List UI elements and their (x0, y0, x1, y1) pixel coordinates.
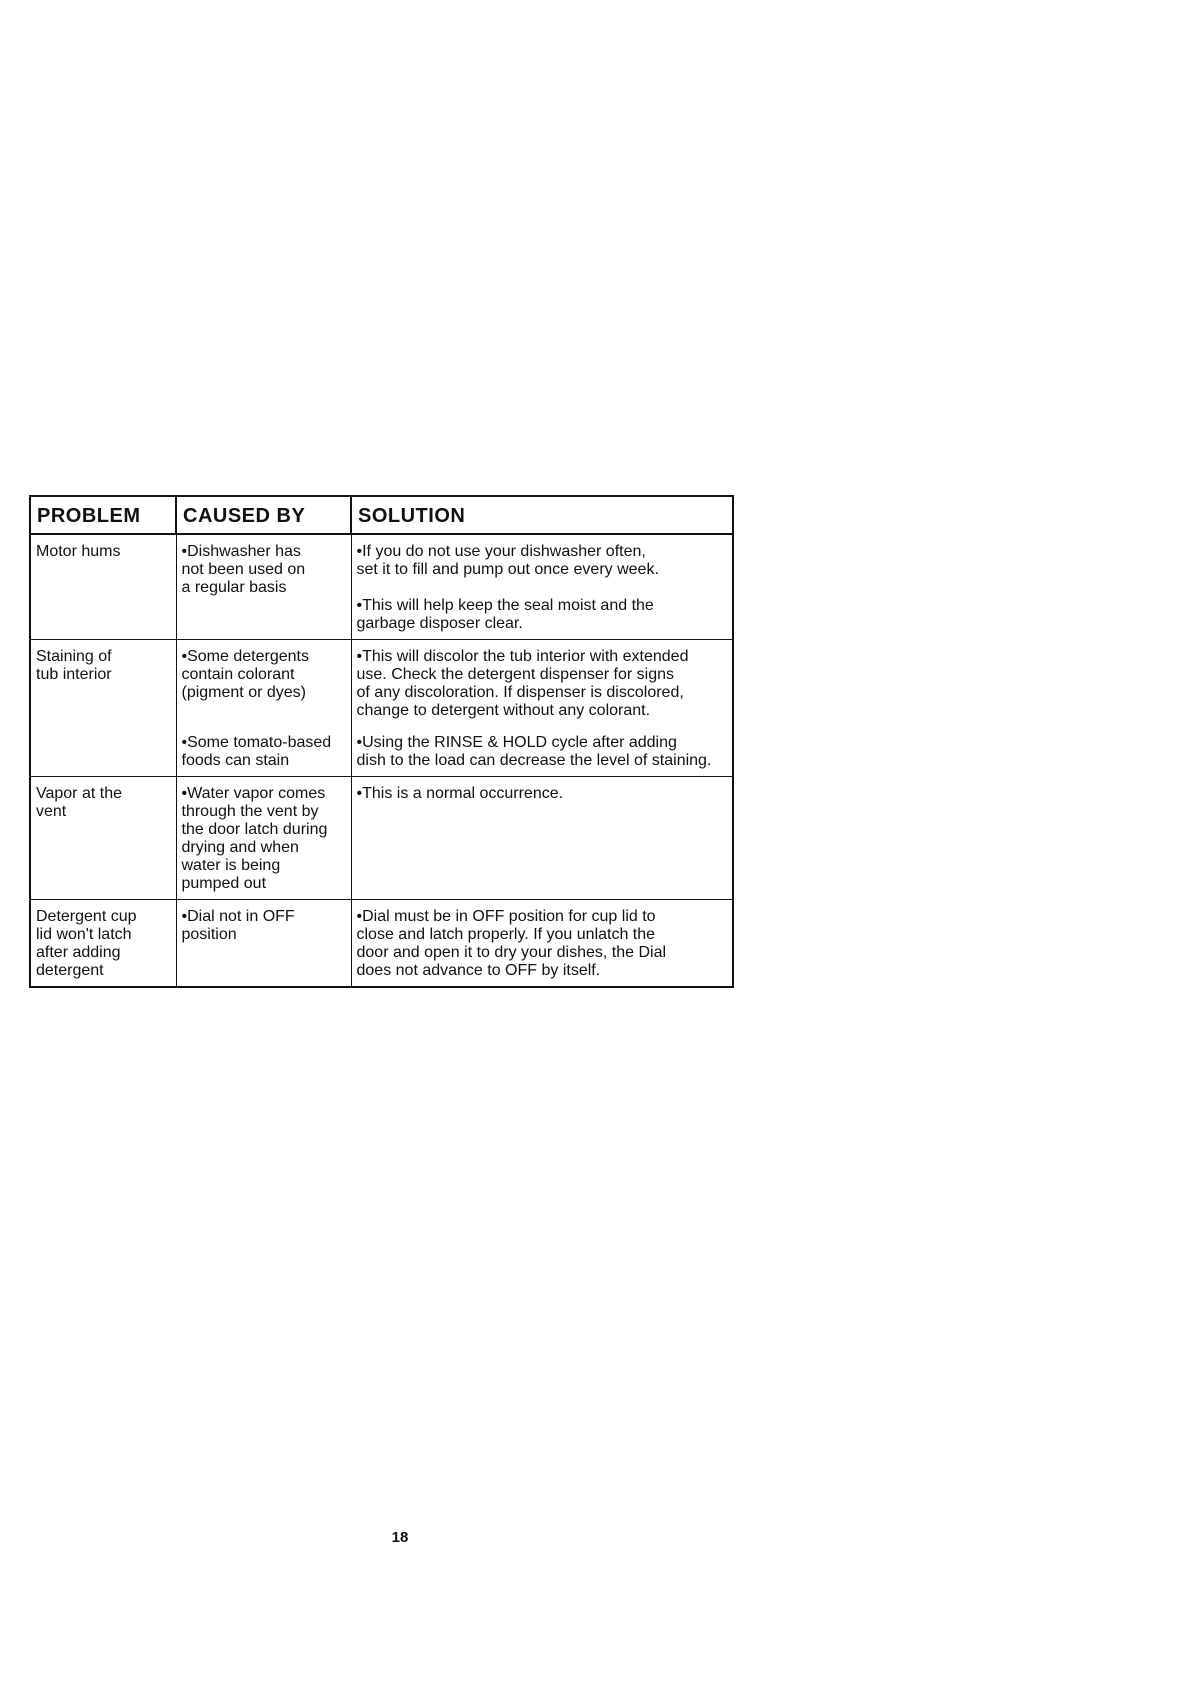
solution-cell (351, 900, 733, 988)
problem-text: Vapor at the vent (36, 785, 122, 820)
cause-text: •Some detergents contain colorant (pigment or dyes) (181, 648, 309, 701)
solution-text: •This will discolor the tub interior with extended use. Check the detergent dispenser for signs of any discoloration. If dispenser is discolored, change to detergent without any colorant. (356, 648, 689, 719)
problem-cell (30, 900, 176, 988)
table-row (30, 534, 733, 640)
header-solution: SOLUTION (351, 496, 733, 534)
cause-text: •Some tomato-based foods can stain (181, 734, 332, 769)
solution-text: •Using the RINSE & HOLD cycle after adding dish to the load can decrease the level of staining. (356, 734, 712, 769)
cause-cell (176, 640, 351, 777)
cause-text: •Dial not in OFF position (181, 908, 295, 943)
problem-cell (30, 640, 176, 777)
table-row (30, 900, 733, 988)
cause-cell (176, 777, 351, 900)
cause-text: •Dishwasher has not been used on a regular basis (181, 543, 306, 596)
problem-text: Staining of tub interior (36, 648, 112, 683)
solution-text: •This is a normal occurrence. (356, 785, 564, 802)
problem-cell (30, 777, 176, 900)
solution-text: •If you do not use your dishwasher often, set it to fill and pump out once every week. (356, 543, 659, 578)
solution-cell (351, 534, 733, 640)
solution-cell (351, 777, 733, 900)
header-caused-by: CAUSED BY (176, 496, 351, 534)
solution-cell (351, 640, 733, 777)
cause-cell (176, 534, 351, 640)
problem-text: Detergent cup lid won't latch after adding detergent (36, 908, 137, 979)
cause-cell (176, 900, 351, 988)
table-row (30, 640, 733, 777)
header-problem: PROBLEM (30, 496, 176, 534)
solution-text: •Dial must be in OFF position for cup lid to close and latch properly. If you unlatch the door and open it to dry your dishes, the Dial does not advance to OFF by itself. (356, 908, 667, 979)
problem-text: Motor hums (36, 543, 121, 560)
page-number: 18 (391, 1529, 409, 1546)
solution-text: •This will help keep the seal moist and the garbage disposer clear. (356, 597, 654, 632)
table-header-row (30, 496, 733, 534)
table-row (30, 777, 733, 900)
problem-cell (30, 534, 176, 640)
cause-text: •Water vapor comes through the vent by the door latch during drying and when water is being pumped out (181, 785, 328, 892)
troubleshooting-table (29, 495, 734, 988)
